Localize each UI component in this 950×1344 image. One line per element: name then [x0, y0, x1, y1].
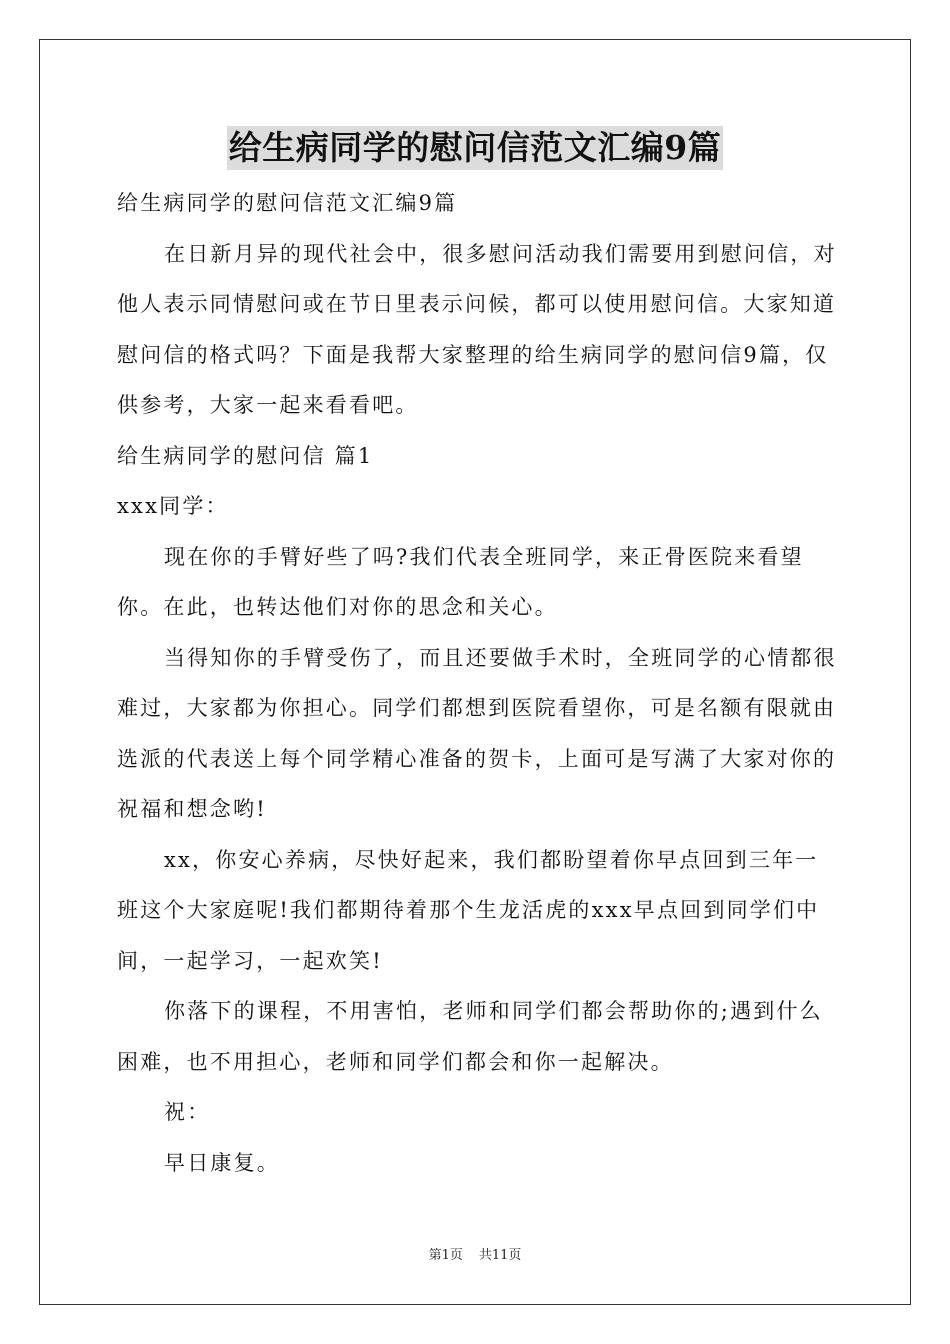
closing-line: 早日康复。	[164, 1150, 280, 1175]
page-total: 共11页	[478, 1248, 522, 1263]
page-number: 第1页	[428, 1248, 463, 1263]
section-heading: 给生病同学的慰问信 篇1	[117, 443, 374, 468]
body-paragraph: 现在你的手臂好些了吗?我们代表全班同学，来正骨医院来看望你。在此，也转达他们对你的思念和关心。	[117, 544, 804, 619]
subtitle-line: 给生病同学的慰问信范文汇编9篇	[117, 191, 458, 215]
salutation: xxx同学：	[117, 494, 229, 518]
body-paragraph: 你落下的课程，不用害怕，老师和同学们都会帮助你的;遇到什么困难，也不用担心，老师和同学们都会和你一起解决。	[117, 999, 823, 1074]
page-footer	[0, 1246, 950, 1266]
document-title: 给生病同学的慰问信范文汇编9篇	[227, 126, 723, 170]
title-container	[0, 126, 950, 170]
document-body	[117, 178, 837, 1188]
closing-wish: 祝：	[164, 1100, 211, 1124]
intro-paragraph: 在日新月异的现代社会中，很多慰问活动我们需要用到慰问信，对他人表示同情慰问或在节日里表示问候，都可以使用慰问信。大家知道慰问信的格式吗？下面是我帮大家整理的给生病同学的慰问信9篇，仅供参考，大家一起来看看吧。	[117, 241, 837, 417]
body-paragraph: xx，你安心养病，尽快好起来，我们都盼望着你早点回到三年一班这个大家庭呢!我们都期待着那个生龙活虎的xxx早点回到同学们中间，一起学习，一起欢笑!	[117, 847, 820, 973]
body-paragraph: 当得知你的手臂受伤了，而且还要做手术时，全班同学的心情都很难过，大家都为你担心。同学们都想到医院看望你，可是名额有限就由选派的代表送上每个同学精心准备的贺卡，上面可是写满了大家对你的祝福和想念哟!	[117, 645, 837, 821]
